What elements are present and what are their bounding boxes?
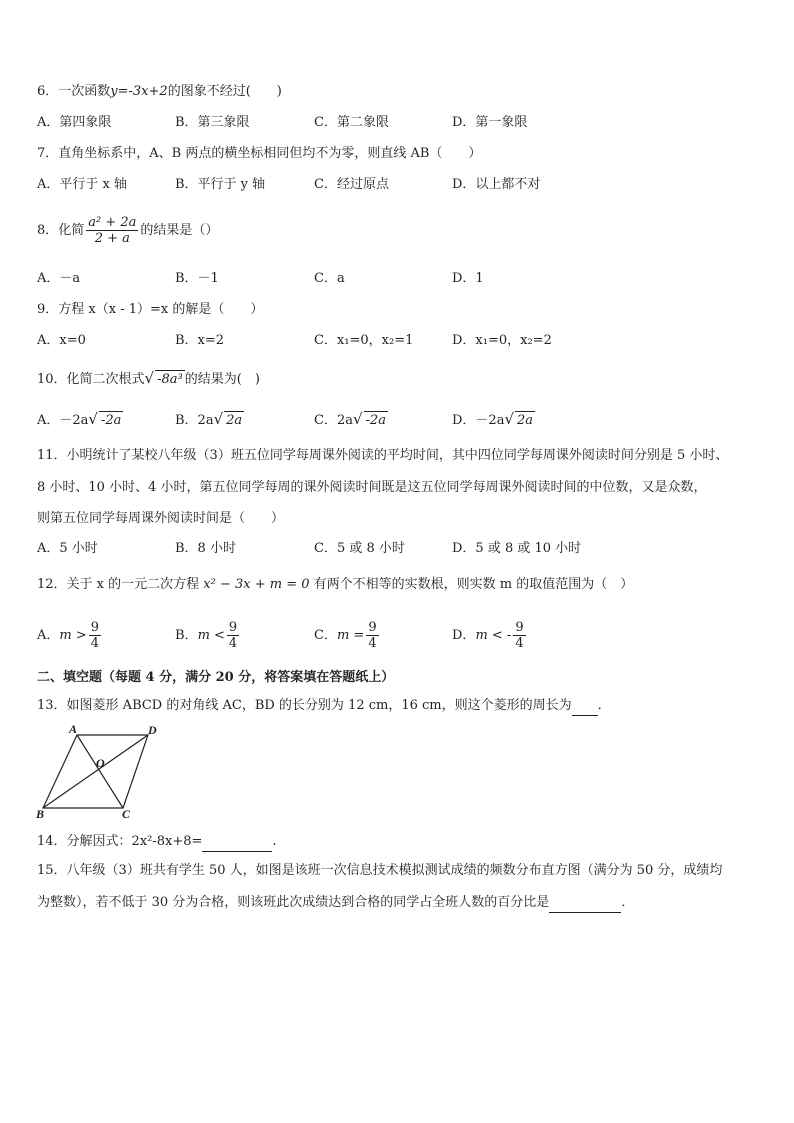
- vertex-label-o: O: [96, 756, 105, 770]
- q12-option-b: [175, 620, 241, 651]
- q14-stem-text: 14．分解因式：2x²-8x+8=: [37, 834, 203, 849]
- q8-option-b: B．－1: [175, 271, 219, 286]
- q12-option-c-label: C．: [314, 628, 337, 643]
- sqrt-icon: √: [213, 410, 224, 428]
- q12-stem-a: 12．关于 x 的一元二次方程: [37, 577, 200, 592]
- q9-option-d: D．x₁=0，x₂=2: [452, 333, 552, 348]
- q12-stem: [37, 576, 633, 594]
- q10-option-d: [452, 410, 535, 430]
- q15-line-2-text: 为整数），若不低于 30 分为合格，则该班此次成绩达到合格的同学占全班人数的百分比是: [37, 895, 550, 910]
- q10-option-b: [175, 410, 244, 430]
- q10-option-b-radicand: 2a: [226, 413, 243, 428]
- q15-line-2: [37, 894, 634, 913]
- vertex-label-c: C: [122, 807, 131, 820]
- diagonal-ac: [77, 735, 123, 808]
- q11-option-b: B．8 小时: [175, 541, 236, 556]
- sqrt-icon: √: [352, 410, 363, 428]
- q10-option-a-coef: A．－2a: [37, 413, 89, 428]
- q13-answer-blank[interactable]: [572, 697, 598, 716]
- q12-option-b-fraction: [227, 620, 239, 651]
- q7-option-b: B．平行于 y 轴: [175, 177, 266, 192]
- q8-option-a: A．－a: [37, 271, 81, 286]
- q12-option-a: [37, 620, 103, 651]
- q8-option-c: C．a: [314, 271, 345, 286]
- q14-stem: [37, 833, 277, 852]
- q7-stem: 7．直角坐标系中，A、B 两点的横坐标相同但均不为零，则直线 AB（ ）: [37, 146, 482, 161]
- q11-option-c: C．5 或 8 小时: [314, 541, 405, 556]
- q8-fraction: [86, 215, 138, 246]
- q13-stem: [37, 697, 611, 716]
- q13-stem-text: 13．如图菱形 ABCD 的对角线 AC，BD 的长分别为 12 cm，16 cm，则这个菱形的周长为: [37, 698, 572, 713]
- q12-option-c-fraction: [366, 620, 378, 651]
- q8-numerator: a² + 2a: [88, 215, 137, 230]
- q11-option-d: D．5 或 8 或 10 小时: [452, 541, 582, 556]
- q10-radicand: -8a³: [157, 372, 183, 387]
- q15-line-1: 15．八年级（3）班共有学生 50 人，如图是该班一次信息技术模拟测试成绩的频数分布直方图（满分为 50 分，成绩均: [37, 863, 723, 878]
- q9-option-b: B．x=2: [175, 333, 225, 348]
- q12-option-c-den: 4: [368, 636, 377, 651]
- q12-option-c-num: 9: [368, 620, 377, 635]
- q12-option-d-num: 9: [515, 620, 524, 635]
- rhombus-figure: [30, 722, 165, 820]
- vertex-label-a: A: [69, 722, 78, 736]
- q11-line-3: 则第五位同学每周课外阅读时间是（ ）: [37, 511, 285, 526]
- sqrt-icon: √: [144, 369, 155, 387]
- diagonal-bd: [43, 735, 148, 808]
- q6-expression: y=-3x+2: [110, 84, 168, 99]
- q10-stem: [37, 369, 260, 389]
- q12-option-c: [314, 620, 381, 651]
- q8-option-d: D．1: [452, 271, 484, 286]
- q12-option-b-num: 9: [228, 620, 238, 635]
- q12-option-a-den: 4: [90, 636, 100, 651]
- q10-stem-a: 10．化简二次根式: [37, 372, 145, 387]
- q9-stem: 9．方程 x（x - 1）=x 的解是（ ）: [37, 302, 264, 317]
- q11-line-2: 8 小时、10 小时、4 小时，第五位同学每周的课外阅读时间既是这五位同学每周课外阅读时间的中位数，又是众数，: [37, 480, 707, 495]
- q12-option-c-relation: m =: [336, 628, 365, 643]
- q8-stem-b: 的结果是（）: [140, 223, 219, 238]
- sqrt-icon: √: [88, 410, 98, 428]
- q12-option-b-label: B．: [175, 628, 198, 643]
- q12-option-b-relation: m <: [197, 628, 225, 643]
- q15-stem-end: ．: [621, 895, 635, 910]
- q6-option-b: B．第三象限: [175, 115, 250, 130]
- q15-answer-blank[interactable]: [549, 894, 621, 913]
- q6-stem: [37, 83, 282, 101]
- q12-option-d-fraction: [513, 620, 525, 651]
- q12-option-d: [452, 620, 528, 651]
- q6-option-a: A．第四象限: [37, 115, 112, 130]
- section-fill-in-heading: 二、填空题（每题 4 分，满分 20 分，将答案填在答题纸上）: [37, 670, 395, 685]
- q12-option-a-fraction: [89, 620, 101, 651]
- q10-option-c: [314, 410, 388, 430]
- q12-option-a-num: 9: [90, 620, 100, 635]
- q12-stem-b: 有两个不相等的实数根，则实数 m 的取值范围为（ ）: [313, 577, 634, 592]
- q7-option-a: A．平行于 x 轴: [37, 177, 127, 192]
- q11-line-1: 11．小明统计了某校八年级（3）班五位同学每周课外阅读的平均时间，其中四位同学每周课外阅读时间分别是 5 小时、: [37, 448, 729, 463]
- q12-option-d-label: D．: [452, 628, 476, 643]
- q8-stem: [37, 215, 218, 246]
- q14-stem-end: .: [272, 834, 277, 849]
- q10-option-a-radicand: -2a: [100, 413, 122, 428]
- q14-answer-blank[interactable]: [202, 833, 272, 852]
- q6-option-c: C．第二象限: [314, 115, 389, 130]
- q6-stem-b: 的图象不经过( ): [167, 84, 282, 99]
- q12-option-d-den: 4: [515, 636, 524, 651]
- q9-option-c: C．x₁=0，x₂=1: [314, 333, 414, 348]
- q12-equation: x² − 3x + m = 0: [203, 577, 310, 592]
- q8-denominator: 2 + a: [94, 231, 130, 246]
- sqrt-icon: √: [504, 410, 515, 428]
- q10-option-d-coef: D．－2a: [452, 413, 505, 428]
- q12-option-a-label: A．: [37, 628, 60, 643]
- q7-option-c: C．经过原点: [314, 177, 389, 192]
- q10-option-d-radicand: 2a: [517, 413, 534, 428]
- q10-stem-b: 的结果为( ): [184, 372, 260, 387]
- q12-option-a-relation: m >: [59, 628, 87, 643]
- vertex-label-b: B: [36, 807, 45, 820]
- q11-option-a: A．5 小时: [37, 541, 98, 556]
- q13-stem-end: ．: [597, 698, 611, 713]
- q12-option-b-den: 4: [228, 636, 238, 651]
- vertex-label-d: D: [148, 723, 157, 737]
- q6-option-d: D．第一象限: [452, 115, 528, 130]
- q8-stem-a: 8．化简: [37, 223, 85, 238]
- q10-option-c-coef: C．2a: [314, 413, 353, 428]
- q12-option-d-relation: m < -: [475, 628, 512, 643]
- q7-option-d: D．以上都不对: [452, 177, 541, 192]
- q10-option-c-radicand: -2a: [365, 413, 386, 428]
- q10-option-b-coef: B．2a: [175, 413, 214, 428]
- q9-option-a: A．x=0: [37, 333, 86, 348]
- q10-option-a: [37, 410, 123, 430]
- q6-stem-a: 6．一次函数: [37, 84, 111, 99]
